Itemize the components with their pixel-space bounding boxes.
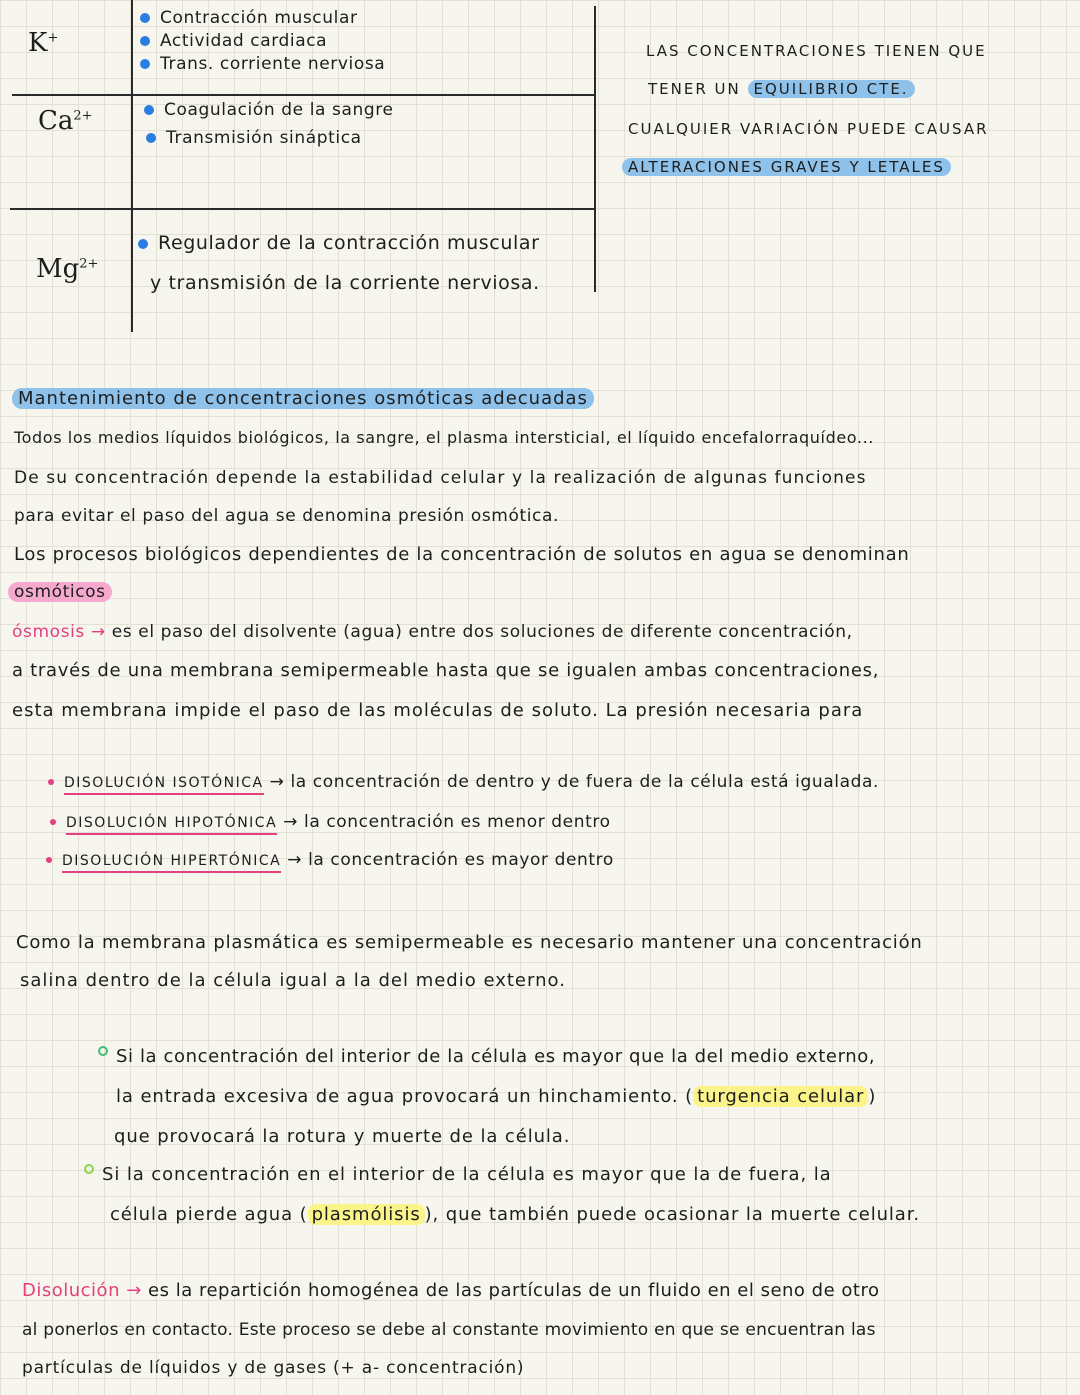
section-title: Mantenimiento de concentraciones osmóticas adecuadas (12, 388, 594, 409)
text-line: partículas de líquidos y de gases (+ a- concentración) (22, 1358, 525, 1378)
text-line: a través de una membrana semipermeable hasta que se igualen ambas concentraciones, (12, 660, 880, 681)
text-line: Disolución → es la repartición homogénea de las partículas de un fluido en el seno de otro (22, 1280, 880, 1301)
text-line: para evitar el paso del agua se denomina presión osmótica. (14, 506, 559, 526)
text-line (8, 582, 112, 602)
ion-symbol-ca: $Ca^{2+}$ (38, 106, 93, 136)
text-line: salina dentro de la célula igual a la del medio externo. (20, 970, 566, 991)
side-note-line (622, 158, 951, 176)
text-line: Como la membrana plasmática es semipermeable es necesario mantener una concentración (16, 932, 923, 953)
list-item: DISOLUCIÓN ISOTÓNICA → la concentración de dentro y de fuera de la célula está igualada. (48, 772, 879, 792)
highlight-plasmolisis: plasmólisis (308, 1204, 425, 1225)
text-line: al ponerlos en contacto. Este proceso se debe al constante movimiento en que se encuentran las (22, 1320, 876, 1340)
list-item: Trans. corriente nerviosa (140, 54, 385, 74)
list-item: Contracción muscular (140, 8, 358, 28)
term-isotonica: DISOLUCIÓN ISOTÓNICA (64, 775, 264, 795)
highlight-alteraciones: ALTERACIONES GRAVES Y LETALES (622, 158, 951, 176)
text-line: De su concentración depende la estabilidad celular y la realización de algunas funciones (14, 468, 867, 488)
ion-symbol-mg: $Mg^{2+}$ (36, 254, 99, 284)
ion-symbol-k: K+ (28, 28, 59, 58)
list-item: DISOLUCIÓN HIPOTÓNICA → la concentración es menor dentro (50, 812, 611, 832)
text-line: Todos los medios líquidos biológicos, la sangre, el plasma intersticial, el líquido encefalorraquídeo... (14, 428, 874, 447)
list-item-continuation: y transmisión de la corriente nerviosa. (150, 272, 540, 294)
text-line: la entrada excesiva de agua provocará un hinchamiento. ( turgencia celular ) (116, 1086, 877, 1107)
side-note-line: TENER UN EQUILIBRIO CTE. (648, 80, 915, 98)
text-line: ósmosis → es el paso del disolvente (agua) entre dos soluciones de diferente concentración, (12, 622, 853, 642)
table-row-divider (12, 94, 596, 96)
table-divider-vertical (131, 0, 133, 332)
term-disolucion: Disolución → (22, 1280, 142, 1301)
highlight-turgencia: turgencia celular (693, 1086, 868, 1107)
term-osmosis: ósmosis → (12, 622, 106, 642)
text-line: esta membrana impide el paso de las moléculas de soluto. La presión necesaria para (12, 700, 864, 721)
text-line: célula pierde agua ( plasmólisis ), que también puede ocasionar la muerte celular. (110, 1204, 920, 1225)
list-item: Si la concentración del interior de la célula es mayor que la del medio externo, (98, 1046, 875, 1067)
term-hipotonica: DISOLUCIÓN HIPOTÓNICA (66, 815, 277, 835)
highlight-equilibrio: EQUILIBRIO CTE. (748, 80, 915, 98)
text-line: que provocará la rotura y muerte de la célula. (114, 1126, 571, 1147)
highlight-osmoticos: osmóticos (8, 582, 112, 602)
list-item: Regulador de la contracción muscular (138, 232, 540, 254)
side-note-line: CUALQUIER VARIACIÓN PUEDE CAUSAR (628, 120, 989, 138)
list-item: Actividad cardiaca (140, 31, 327, 51)
term-hipertonica: DISOLUCIÓN HIPERTÓNICA (62, 853, 281, 873)
side-note-line: LAS CONCENTRACIONES TIENEN QUE (646, 42, 987, 60)
list-item: Coagulación de la sangre (144, 100, 394, 120)
list-item: Si la concentración en el interior de la célula es mayor que la de fuera, la (84, 1164, 832, 1185)
table-border-right (594, 6, 596, 292)
list-item: DISOLUCIÓN HIPERTÓNICA → la concentración es mayor dentro (46, 850, 614, 870)
table-row-divider (10, 208, 596, 210)
text-line: Los procesos biológicos dependientes de la concentración de solutos en agua se denominan (14, 544, 910, 565)
list-item: Transmisión sináptica (146, 128, 362, 148)
